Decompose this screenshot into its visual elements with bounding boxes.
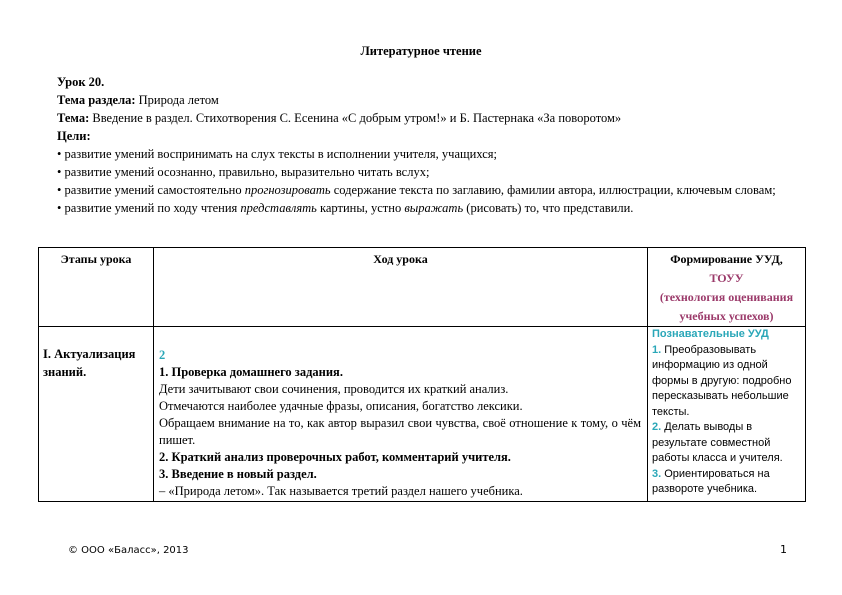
goal-emphasis: выражать [404,201,464,215]
uud-cell [648,327,806,502]
goal-emphasis: прогнозировать [244,183,331,197]
slide-number: 2 [159,348,166,362]
lesson-intro [57,73,785,217]
course-text: Отмечаются наиболее удачные фразы, описания, богатство лексики. [159,399,523,413]
goal-text: (рисовать) то, что представили. [463,201,634,215]
header-touu-desc: (технология оценивания учебных успехов) [659,290,794,323]
stage-cell: I. Актуализация знаний. [39,327,154,502]
goal-item [57,181,785,199]
goal-text: картины, устно [316,201,405,215]
goal-emphasis: представлять [240,201,317,215]
step-heading: 3. Введение в новый раздел. [159,467,317,481]
uud-number: 3. [652,467,662,480]
table-header-row [39,248,806,327]
goal-text: • развитие умений по ходу чтения [57,201,241,215]
header-stages: Этапы урока [39,248,154,327]
topic-label: Тема: [57,111,90,125]
lesson-table [38,247,806,502]
goals-label: Цели: [57,129,91,143]
course-text: Обращаем внимание на то, как автор выразил свои чувства, своё отношение к тому, о чём пишет. [159,416,641,447]
header-touu: ТОУУ [709,271,744,285]
uud-number: 2. [652,421,662,433]
topic-line [57,109,785,127]
course-cell [154,327,648,502]
goal-item: • развитие умений осознанно, правильно, выразительно читать вслух; [57,165,430,179]
course-text: – «Природа летом». Так называется третий раздел нашего учебника. [159,484,523,498]
uud-text: Делать выводы в результате совместной работы класса и учителя. [652,421,783,464]
document-title: Литературное чтение [360,44,482,58]
uud-title: Познавательные УУД [652,328,769,340]
page-number: 1 [780,543,787,556]
section-line [57,91,785,109]
header-course: Ход урока [154,248,648,327]
uud-text: Преобразовывать информацию из одной формы в другую: подробно пересказывать небольшие тексты. [652,343,792,418]
header-uud-title: Формирование УУД, [670,252,783,266]
section-value: Природа летом [135,93,219,107]
step-heading: 1. Проверка домашнего задания. [159,365,343,379]
goal-item: • развитие умений воспринимать на слух тексты в исполнении учителя, учащихся; [57,147,497,161]
table-row [39,327,806,502]
uud-item [652,467,801,498]
course-text: Дети зачитывают свои сочинения, проводится их краткий анализ. [159,382,509,396]
topic-value: Введение в раздел. Стихотворения С. Есенина «С добрым утром!» и Б. Пастернака «За поворотом» [89,111,622,125]
uud-number: 1. [652,343,662,356]
goal-item [57,199,785,217]
uud-item [652,343,801,421]
step-heading: 2. Краткий анализ проверочных работ, комментарий учителя. [159,450,511,464]
uud-text: Ориентироваться на развороте учебника. [652,467,770,495]
goal-text: • развитие умений самостоятельно [57,183,245,197]
uud-item [652,420,801,467]
section-label: Тема раздела: [57,93,136,107]
header-uud [648,248,806,327]
goal-text: содержание текста по заглавию, фамилии автора, иллюстрации, ключевым словам; [330,183,776,197]
copyright-footer: © ООО «Баласс», 2013 [68,545,189,556]
lesson-number: Урок 20. [57,75,105,89]
